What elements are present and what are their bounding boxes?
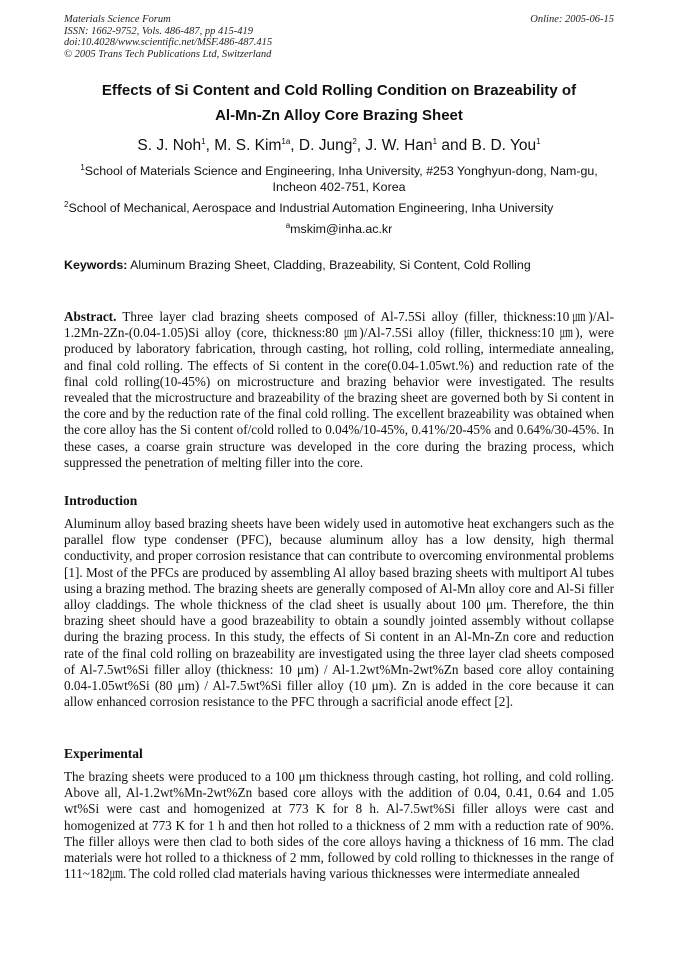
abstract (64, 309, 614, 471)
author-affiliation-marker: 1 (432, 136, 438, 146)
author-affiliation-marker: 1 (201, 136, 206, 146)
author-name: J. W. Han (365, 137, 433, 154)
affiliation-marker: 1 (80, 162, 85, 172)
introduction-heading: Introduction (64, 493, 138, 508)
affiliation-2 (64, 200, 614, 216)
author-separator: and (437, 137, 472, 154)
introduction-text: Aluminum alloy based brazing sheets have been widely used in automotive heat exchangers such as the parallel flow type condenser (PFC), because aluminum alloy has a low density, high thermal conductivity, and proper corrosion resistance that can contribute to overcoming environmental problems [1]. Most of the PFCs are produced by assembling Al alloy based brazing sheets with multiport Al tubes using a brazing method. The brazing sheets are generally composed of Al-Mn alloy core and Al-Si filler alloy claddings. The whole thickness of the clad sheet is usually about 100 μm. Therefore, the thin brazing sheet should have a good brazeability to obtain a soundly jointed assembly without collapse during the brazing process. In this study, the effects of Si content in an Al-Mn-Zn core and reduction rate of the final cold rolling on brazeability are investigated using the three layer clad sheets composed of Al-7.5wt%Si filler alloy (thickness: 10 μm) / Al-1.2wt%Mn-2wt%Zn based core alloy containing 0.04-1.05wt%Si (80 μm) / Al-7.5wt%Si filler alloy (10 μm). Zn is added in the core because it can allow enhanced corrosion resistance to the PFC through a sacrificial anode effect [2]. (64, 516, 614, 710)
experimental-text: The brazing sheets were produced to a 100 μm thickness through casting, hot rolling, and cold rolling. Above all, Al-1.2wt%Mn-2wt%Zn based core alloys with the addition of 0.04, 0.41, 0.64 and 1.05 wt%Si were cast and homogenized at 773 K for 8 h. Al-7.5wt%Si filler alloys were cast and homogenized at 773 K for 1 h and then hot rolled to a thickness of 2 mm with a reduction rate of 90%. The filler alloys were then clad to both sides of the core alloys having a thickness of 16 mm. The clad materials were hot rolled to a thickness of 2 mm, followed by cold rolling to thicknesses in the range of 111~182㎛. The cold rolled clad materials having various thicknesses were intermediate annealed (64, 769, 614, 882)
paper-title (60, 78, 618, 128)
author-separator: , (205, 137, 215, 154)
keywords (64, 258, 624, 272)
journal-header (64, 14, 384, 60)
abstract-text: Three layer clad brazing sheets composed of Al-7.5Si alloy (filler, thickness:10㎛)/Al-1.2Mn-2Zn-(0.04-1.05)Si alloy (core, thickness:80 ㎛)/Al-7.5Si alloy (filler, thickness:10 ㎛), were produced by laboratory fabrication, through casting, hot rolling, cold rolling, intermediate annealing, and final cold rolling. The effects of Si content in the core(0.04-1.05wt.%) and reduction rate of the final cold rolling(10-45%) on microstructure and brazing behavior were investigated. The results revealed that the microstructure and brazeability of the brazing sheet are governed both by Si content in the core and by the reduction rate of the final cold rolling. The excellent brazeability was obtained when the core alloy has the Si content of/cold rolled to 0.04%/10-45%, 0.41%/20-45% and 0.64%/30-45%. In these cases, a coarse grain structure was developed in the core during the brazing process, which suppressed the penetration of melting filler into the core. (64, 309, 614, 470)
email-text: mskim@inha.ac.kr (290, 222, 393, 236)
author-separator: , (356, 137, 366, 154)
author-name: D. Jung (298, 137, 353, 154)
keywords-label: Keywords: (64, 258, 128, 272)
author-separator: , (290, 137, 299, 154)
corresponding-email (64, 221, 614, 237)
affiliation-text: School of Materials Science and Engineering, Inha University, #253 Yonghyun-dong, Nam-gu, Incheon 402-751, Korea (84, 164, 598, 194)
title-line-2: Al-Mn-Zn Alloy Core Brazing Sheet (215, 107, 463, 124)
abstract-label: Abstract. (64, 309, 117, 324)
issn-line: ISSN: 1662-9752, Vols. 486-487, pp 415-419 (64, 25, 253, 37)
author-name: S. J. Noh (137, 137, 202, 154)
doi-line: doi:10.4028/www.scientific.net/MSF.486-487.415 (64, 37, 273, 49)
affiliation-text: School of Mechanical, Aerospace and Industrial Automation Engineering, Inha University (68, 201, 554, 215)
title-line-1: Effects of Si Content and Cold Rolling Condition on Brazeability of (101, 82, 577, 99)
author-affiliation-marker: 1a (281, 136, 291, 146)
affiliation-1 (64, 163, 614, 195)
journal-name: Materials Science Forum (64, 14, 171, 25)
experimental-heading: Experimental (64, 746, 143, 761)
author-name: B. D. You (471, 137, 537, 154)
author-affiliation-marker: 2 (352, 136, 357, 146)
keywords-text: Aluminum Brazing Sheet, Cladding, Brazeability, Si Content, Cold Rolling (127, 258, 531, 272)
affiliation-marker: 2 (64, 199, 69, 209)
online-date: Online: 2005-06-15 (530, 14, 614, 25)
author-name: M. S. Kim (214, 137, 282, 154)
email-marker: a (285, 220, 291, 230)
author-list (40, 137, 638, 155)
copyright-line: © 2005 Trans Tech Publications Ltd, Switzerland (64, 48, 272, 60)
author-affiliation-marker: 1 (536, 136, 541, 146)
